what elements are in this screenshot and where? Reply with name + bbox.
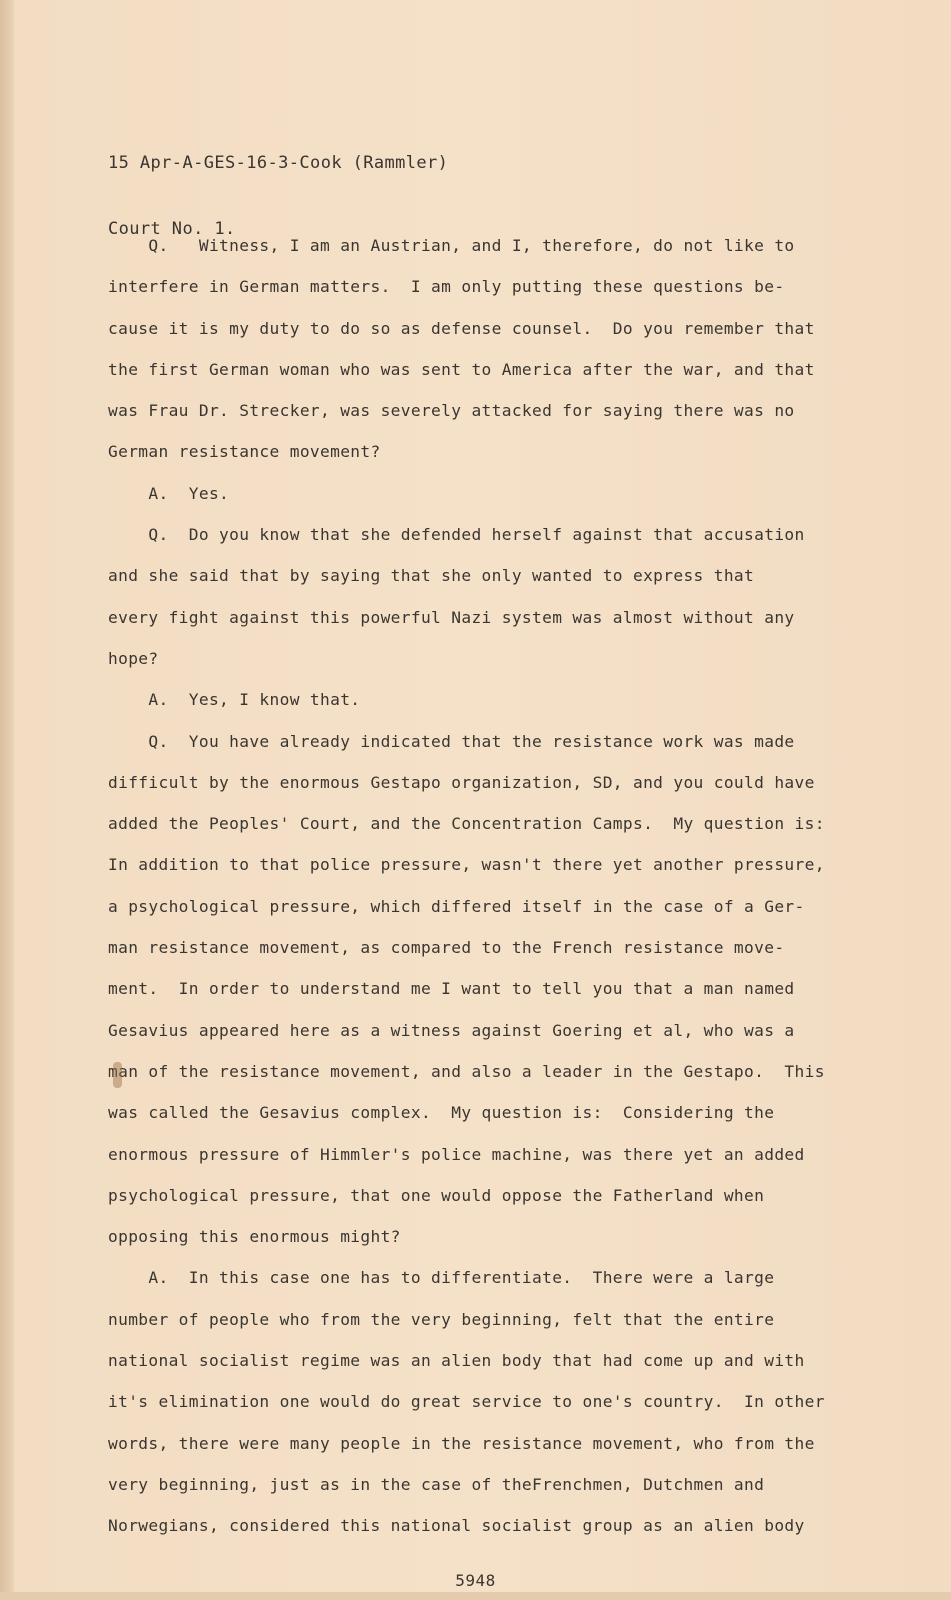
transcript-line: number of people who from the very beginning, felt that the entire (108, 1309, 775, 1329)
paper-left-edge (0, 0, 14, 1600)
transcript-line: ment. In order to understand me I want to tell you that a man named (108, 979, 795, 999)
transcript-line: opposing this enormous might? (108, 1227, 401, 1247)
transcript-line: Q. Do you know that she defended herself against that accusation (108, 525, 805, 545)
transcript-line: A. In this case one has to differentiate. There were a large (108, 1268, 775, 1288)
transcript-line: every fight against this powerful Nazi system was almost without any (108, 607, 795, 627)
transcript-line: Gesavius appeared here as a witness against Goering et al, who was a (108, 1020, 795, 1040)
transcript-line: A. Yes, I know that. (108, 690, 361, 710)
transcript-line: very beginning, just as in the case of theFrenchmen, Dutchmen and (108, 1474, 765, 1494)
transcript-line: man resistance movement, as compared to the French resistance move- (108, 938, 785, 958)
ink-stain (113, 1062, 122, 1088)
transcript-line: Norwegians, considered this national socialist group as an alien body (108, 1516, 805, 1536)
transcript-line: man of the resistance movement, and also a leader in the Gestapo. This (108, 1061, 825, 1081)
transcript-line: Q. Witness, I am an Austrian, and I, therefore, do not like to (108, 236, 795, 255)
transcript-line: Q. You have already indicated that the resistance work was made (108, 731, 795, 751)
transcript-line: words, there were many people in the resistance movement, who from the (108, 1433, 815, 1453)
transcript-line: added the Peoples' Court, and the Concentration Camps. My question is: (108, 814, 825, 834)
transcript-line: hope? (108, 648, 159, 668)
transcript-line: A. Yes. (108, 483, 230, 503)
transcript-line: was Frau Dr. Strecker, was severely attacked for saying there was no (108, 401, 795, 421)
transcript-line: German resistance movement? (108, 442, 381, 462)
transcript-line: interfere in German matters. I am only putting these questions be- (108, 277, 785, 297)
header-court-line: Court No. 1. (108, 219, 236, 239)
transcript-line: cause it is my duty to do so as defense counsel. Do you remember that (108, 318, 815, 338)
transcript-line: In addition to that police pressure, wasn't there yet another pressure, (108, 855, 825, 875)
page-number: 5948 (455, 1571, 496, 1590)
transcript-line: it's elimination one would do great service to one's country. In other (108, 1392, 825, 1412)
transcript-line: psychological pressure, that one would oppose the Fatherland when (108, 1185, 765, 1205)
transcript-line: a psychological pressure, which differed itself in the case of a Ger- (108, 896, 805, 916)
transcript-line: national socialist regime was an alien body that had come up and with (108, 1351, 805, 1371)
transcript-line: the first German woman who was sent to America after the war, and that (108, 359, 815, 379)
transcript-line: and she said that by saying that she only wanted to express that (108, 566, 755, 586)
transcript-body (108, 225, 848, 1547)
header-case-line: 15 Apr-A-GES-16-3-Cook (Rammler) (108, 153, 449, 173)
transcript-line: difficult by the enormous Gestapo organization, SD, and you could have (108, 772, 815, 792)
transcript-line: enormous pressure of Himmler's police machine, was there yet an added (108, 1144, 805, 1164)
paper-bottom-edge (0, 1592, 951, 1600)
transcript-line: was called the Gesavius complex. My question is: Considering the (108, 1103, 775, 1123)
